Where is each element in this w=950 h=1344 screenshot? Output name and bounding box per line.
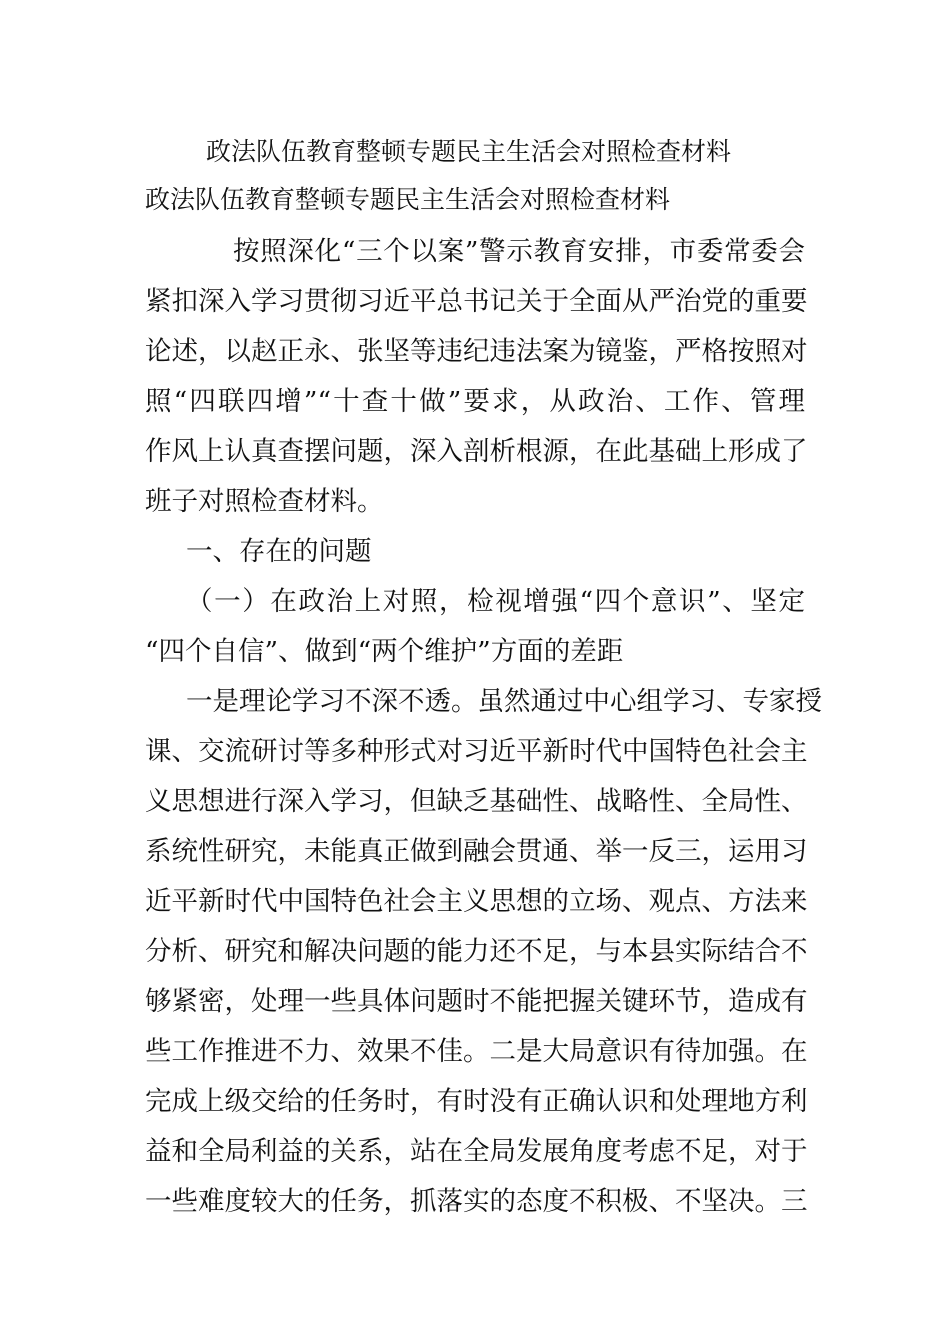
paragraph-line: 作风上认真查摆问题，深入剖析根源，在此基础上形成了 bbox=[145, 436, 808, 467]
paragraph-line: 益和全局利益的关系，站在全局发展角度考虑不足，对于 bbox=[145, 1136, 808, 1167]
subsection-heading: “四个自信”、做到“两个维护”方面的差距 bbox=[145, 636, 624, 667]
section-heading: 一、存在的问题 bbox=[186, 536, 372, 567]
paragraph-line: 系统性研究，未能真正做到融会贯通、举一反三，运用习 bbox=[145, 836, 808, 867]
paragraph-line: 按照深化“三个以案”警示教育安排，市委常委会 bbox=[233, 236, 805, 267]
subsection-heading: （一）在政治上对照，检视增强“四个意识”、坚定 bbox=[186, 586, 805, 617]
paragraph-line: 些工作推进不力、效果不佳。二是大局意识有待加强。在 bbox=[145, 1036, 808, 1067]
paragraph-line: 一是理论学习不深不透。虽然通过中心组学习、专家授 bbox=[186, 686, 822, 717]
paragraph-line: 义思想进行深入学习，但缺乏基础性、战略性、全局性、 bbox=[145, 786, 808, 817]
paragraph-line: 一些难度较大的任务，抓落实的态度不积极、不坚决。三 bbox=[145, 1186, 808, 1217]
paragraph-line: 照“四联四增”“十查十做”要求，从政治、工作、管理 bbox=[145, 386, 805, 417]
paragraph-line: 够紧密，处理一些具体问题时不能把握关键环节，造成有 bbox=[145, 986, 808, 1017]
paragraph-line: 近平新时代中国特色社会主义思想的立场、观点、方法来 bbox=[145, 886, 808, 917]
paragraph-line: 完成上级交给的任务时，有时没有正确认识和处理地方利 bbox=[145, 1086, 808, 1117]
paragraph-line: 课、交流研讨等多种形式对习近平新时代中国特色社会主 bbox=[145, 736, 808, 767]
document-subtitle: 政法队伍教育整顿专题民主生活会对照检查材料 bbox=[145, 185, 671, 214]
paragraph-line: 论述，以赵正永、张坚等违纪违法案为镜鉴，严格按照对 bbox=[145, 336, 808, 367]
paragraph-line: 班子对照检查材料。 bbox=[145, 486, 384, 517]
document-title: 政法队伍教育整顿专题民主生活会对照检查材料 bbox=[206, 137, 732, 166]
paragraph-line: 紧扣深入学习贯彻习近平总书记关于全面从严治党的重要 bbox=[145, 286, 808, 317]
paragraph-line: 分析、研究和解决问题的能力还不足，与本县实际结合不 bbox=[145, 936, 808, 967]
